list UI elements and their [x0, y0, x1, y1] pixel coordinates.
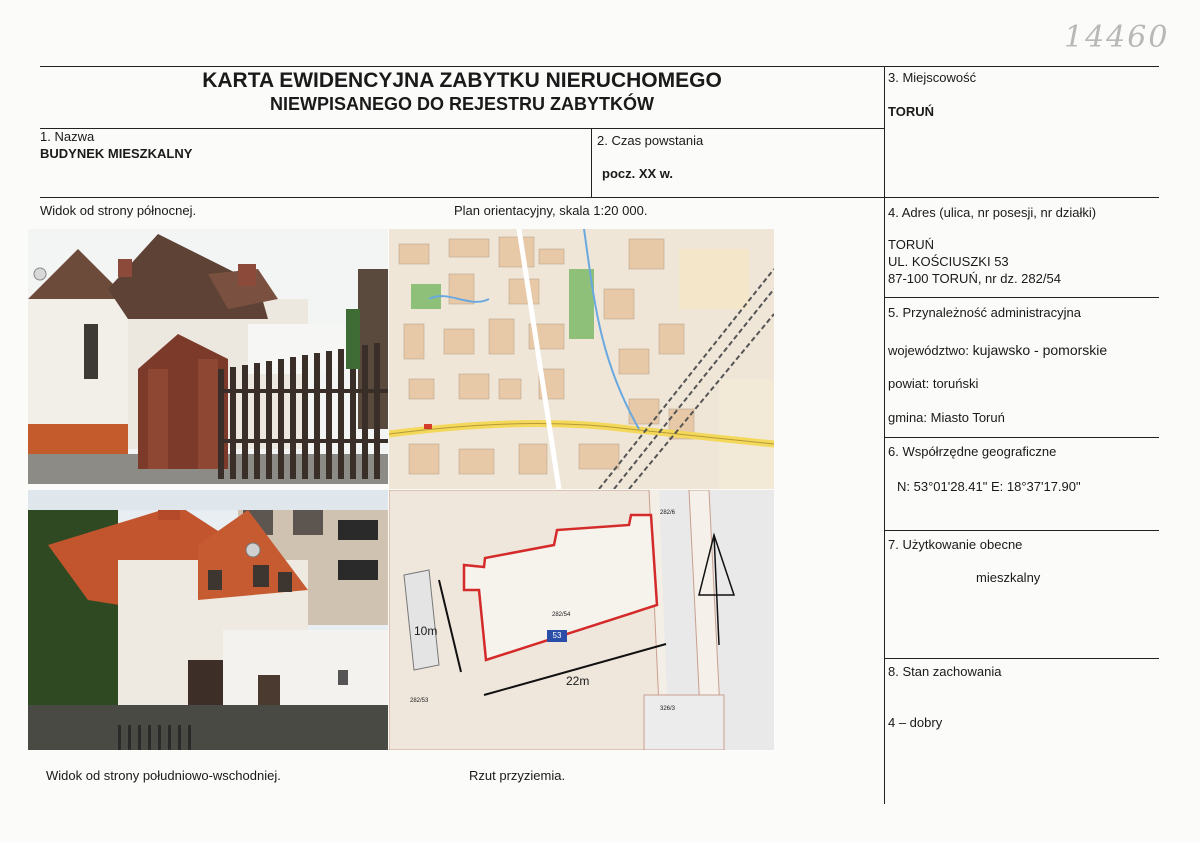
period-divider — [591, 129, 592, 197]
voivodeship-value: kujawsko - pomorskie — [972, 342, 1108, 358]
county-row — [888, 376, 978, 392]
county-label: powiat: — [888, 376, 930, 391]
locality-value: TORUŃ — [888, 104, 934, 119]
address-line3: 87-100 TORUŃ, nr dz. 282/54 — [888, 271, 1061, 286]
depth-dimension-label: 10m — [414, 624, 438, 638]
address-line2: UL. KOŚCIUSZKI 53 — [888, 254, 1009, 269]
card-title-line1: KARTA EWIDENCYJNA ZABYTKU NIERUCHOMEGO — [202, 69, 722, 92]
floor-plan — [389, 490, 774, 750]
address-label: 4. Adres (ulica, nr posesji, nr działki) — [888, 205, 1097, 220]
coords-value: N: 53°01'28.41" E: 18°37'17.90" — [897, 479, 1081, 494]
name-bottom-border — [40, 197, 1159, 198]
commune-label: gmina: — [888, 410, 928, 425]
period-label: 2. Czas powstania — [597, 133, 704, 148]
use-bottom-border — [884, 658, 1159, 659]
commune-row — [888, 410, 1005, 426]
width-dimension-label: 22m — [566, 674, 590, 688]
parcel-top-label: 282/6 — [660, 510, 676, 516]
main-vertical-divider — [884, 66, 885, 804]
condition-value: 4 – dobry — [888, 715, 943, 730]
north-view-photo — [28, 229, 388, 484]
southeast-view-caption: Widok od strony południowo-wschodniej. — [46, 768, 281, 783]
use-label: 7. Użytkowanie obecne — [888, 537, 1023, 552]
address-line1: TORUŃ — [888, 237, 934, 252]
floor-plan-caption: Rzut przyziemia. — [469, 768, 566, 783]
name-value: BUDYNEK MIESZKALNY — [40, 146, 193, 161]
address-bottom-border — [884, 297, 1159, 298]
name-label: 1. Nazwa — [40, 129, 95, 144]
admin-bottom-border — [884, 437, 1159, 438]
admin-label: 5. Przynależność administracyjna — [888, 305, 1081, 320]
commune-value: Miasto Toruń — [930, 410, 1005, 425]
southeast-view-photo — [28, 490, 388, 750]
period-value: pocz. XX w. — [602, 166, 674, 181]
north-view-caption: Widok od strony północnej. — [40, 203, 197, 218]
card-title-line2: NIEWPISANEGO DO REJESTRU ZABYTKÓW — [269, 94, 655, 114]
condition-label: 8. Stan zachowania — [888, 664, 1002, 679]
coords-bottom-border — [884, 530, 1159, 531]
handwritten-inventory-number: 14460 — [1064, 20, 1170, 55]
locality-label: 3. Miejscowość — [888, 70, 977, 85]
voivodeship-label: województwo: — [888, 343, 969, 358]
voivodeship-row — [888, 342, 1107, 359]
parcel-left-label: 282/53 — [410, 698, 429, 704]
orientation-map — [389, 229, 774, 489]
parcel-main-label: 282/54 — [552, 612, 571, 618]
parcel-bottom-label: 326/3 — [660, 706, 676, 712]
house-number-badge: 53 — [552, 631, 562, 640]
title-bottom-border — [40, 128, 884, 129]
plan-caption: Plan orientacyjny, skala 1:20 000. — [454, 203, 648, 218]
top-border — [40, 66, 1159, 67]
use-value: mieszkalny — [976, 570, 1041, 585]
coords-label: 6. Współrzędne geograficzne — [888, 444, 1057, 459]
county-value: toruński — [932, 376, 979, 391]
